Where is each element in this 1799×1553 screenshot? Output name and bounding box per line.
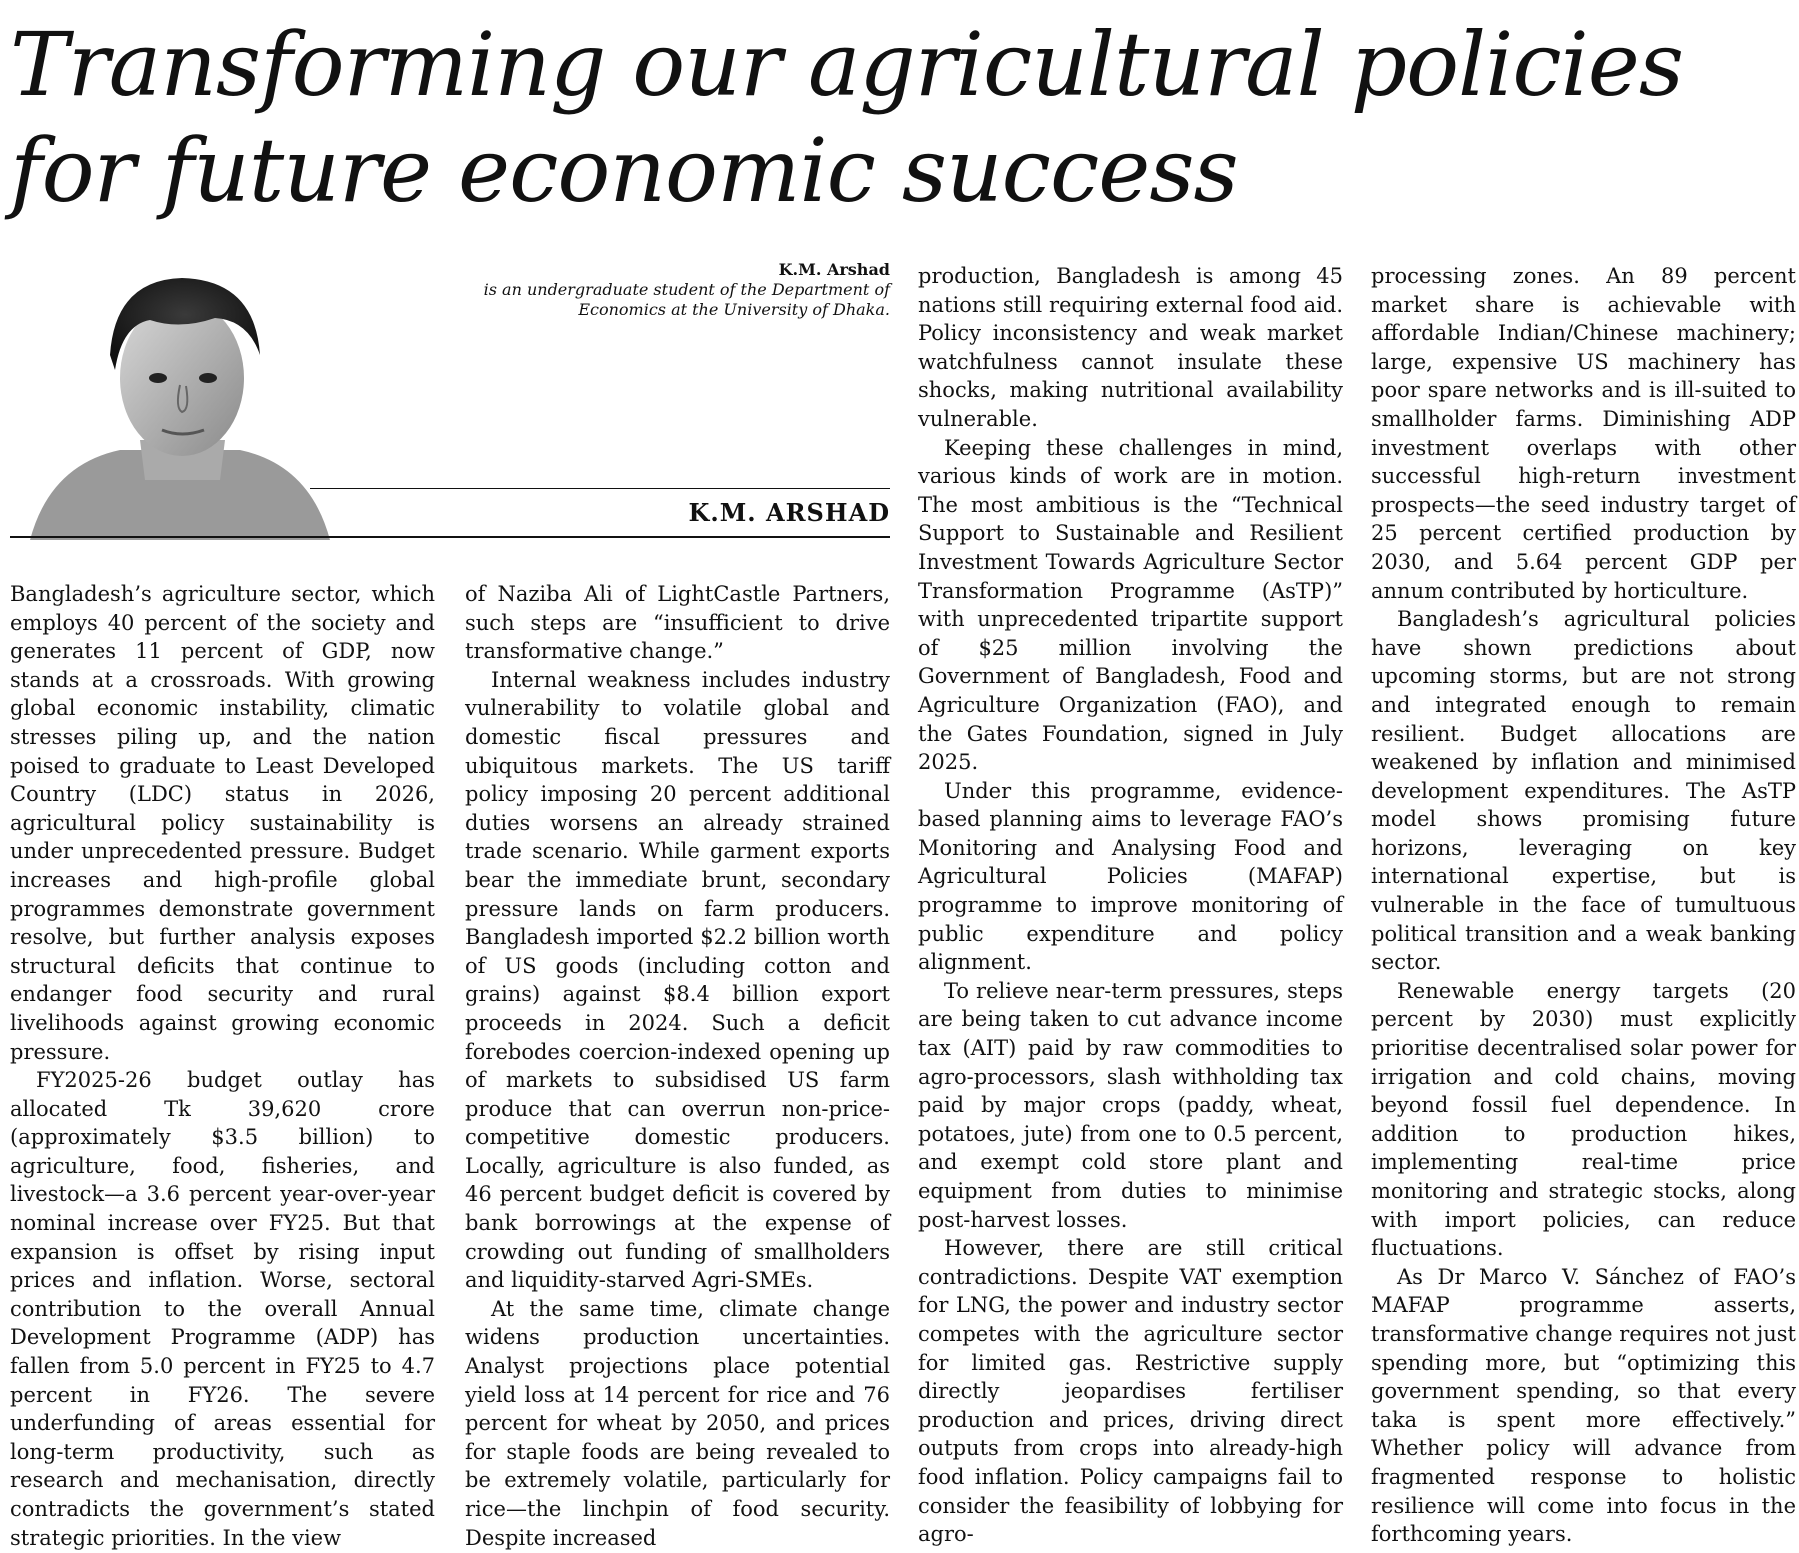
article-column-4 <box>1371 262 1796 1549</box>
headline: Transforming our agricultural policies for future economic success <box>10 13 1684 222</box>
author-photo <box>10 260 350 540</box>
divider <box>310 488 890 489</box>
author-portrait-image <box>10 260 350 540</box>
paragraph: However, there are still critical contradictions. Despite VAT exemption for LNG, the power and industry sector competes with the agriculture sector for limited gas. Restrictive supply directly jeopardises fertiliser production and prices, driving direct outputs from crops into already-high food inflation. Policy campaigns fail to consider the feasibility of lobbying for agro- <box>918 1236 1343 1547</box>
byline: K.M. ARSHAD <box>688 498 890 527</box>
article-column-2 <box>465 580 890 1552</box>
paragraph: To relieve near-term pressures, steps are being taken to cut advance income tax (AIT) paid by raw commodities to agro-processors, slash withholding tax paid by major crops (paddy, wheat, potatoes, jute) from one to 0.5 percent, and exempt cold store plant and equipment from duties to minimise post-harvest losses. <box>918 978 1343 1232</box>
divider <box>10 536 890 538</box>
author-bio <box>410 260 890 320</box>
paragraph: Bangladesh’s agriculture sector, which employs 40 percent of the society and generates 11 percent of GDP, now stands at a crossroads. With growing global economic instability, climatic stresses piling up, and the nation poised to graduate to Least Developed Country (LDC) status in 2026, agricultural policy sustainability is under unprecedented pressure. Budget increases and high-profile global programmes demonstrate government resolve, but further analysis exposes structural deficits that continue to endanger food security and rural livelihoods against growing economic pressure. <box>10 582 435 1064</box>
article-column-1 <box>10 580 435 1552</box>
paragraph: Keeping these challenges in mind, various kinds of work are in motion. The most ambitious is the “Technical Support to Sustainable and Resilient Investment Towards Agriculture Sector Transformation Programme (AsTP)” with unprecedented tripartite support of $25 million involving the Government of Bangladesh, Food and Agriculture Organization (FAO), and the Gates Foundation, signed in July 2025. <box>918 435 1343 775</box>
paragraph: FY2025-26 budget outlay has allocated Tk 39,620 crore (approximately $3.5 billion) to agriculture, food, fisheries, and livestock—a 3.6 percent year-over-year nominal increase over FY25. But that expansion is offset by rising input prices and inflation. Worse, sectoral contribution to the overall Annual Development Programme (ADP) has fallen from 5.0 percent in FY25 to 4.7 percent in FY26. The severe underfunding of areas essential for long-term productivity, such as research and mechanisation, directly contradicts the government’s stated strategic priorities. In the view <box>10 1068 435 1550</box>
paragraph: At the same time, climate change widens production uncertainties. Analyst projections place potential yield loss at 14 percent for rice and 76 percent for wheat by 2050, and prices for staple foods are being revealed to be extremely volatile, particularly for rice—the linchpin of food security. Despite increased <box>465 1296 890 1550</box>
paragraph: production, Bangladesh is among 45 nations still requiring external food aid. Policy inconsistency and weak market watchfulness cannot insulate these shocks, making nutritional availability vulnerable. <box>918 264 1343 431</box>
paragraph: processing zones. An 89 percent market share is achievable with affordable Indian/Chinese machinery; large, expensive US machinery has poor spare networks and is ill-suited to smallholder farms. Diminishing ADP investment overlaps with other successful high-return investment prospects—the seed industry target of 25 percent certified production by 2030, and 5.64 percent GDP per annum contributed by horticulture. <box>1371 264 1796 603</box>
article-column-3 <box>918 262 1343 1549</box>
paragraph: Bangladesh’s agricultural policies have shown predictions about upcoming storms, but are not strong and integrated enough to remain resilient. Budget allocations are weakened by inflation and minimised development expenditures. The AsTP model shows promising future horizons, leveraging on key international expertise, but is vulnerable in the face of tumultuous political transition and a weak banking sector. <box>1371 607 1796 975</box>
paragraph: Renewable energy targets (20 percent by 2030) must explicitly prioritise decentralised solar power for irrigation and cold chains, moving beyond fossil fuel dependence. In addition to production hikes, implementing real-time price monitoring and strategic stocks, along with import policies, can reduce fluctuations. <box>1371 978 1796 1261</box>
author-name: K.M. Arshad <box>778 260 890 279</box>
paragraph: of Naziba Ali of LightCastle Partners, such steps are “insufficient to drive transformative change.” <box>465 582 890 664</box>
author-block <box>10 260 890 540</box>
author-bio-text: is an undergraduate student of the Department of Economics at the University of Dhaka. <box>483 280 890 319</box>
paragraph: Internal weakness includes industry vulnerability to volatile global and domestic fiscal pressures and ubiquitous markets. The US tariff policy imposing 20 percent additional duties worsens an already strained trade scenario. While garment exports bear the immediate brunt, secondary pressure lands on farm producers. Bangladesh imported $2.2 billion worth of US goods (including cotton and grains) against $8.4 billion export proceeds in 2024. Such a deficit forebodes coercion-indexed opening up of markets to subsidised US farm produce that can overrun non-price-competitive domestic producers. Locally, agriculture is also funded, as 46 percent budget deficit is covered by bank borrowings at the expense of crowding out funding of smallholders and liquidity-starved Agri-SMEs. <box>465 667 890 1293</box>
paragraph: As Dr Marco V. Sánchez of FAO’s MAFAP programme asserts, transformative change requires not just spending more, but “optimizing this government spending, so that every taka is spent more effectively.” Whether policy will advance from fragmented response to holistic resilience will come into focus in the forthcoming years. <box>1371 1264 1796 1547</box>
paragraph: Under this programme, evidence-based planning aims to leverage FAO’s Monitoring and Analysing Food and Agricultural Policies (MAFAP) programme to improve monitoring of public expenditure and policy alignment. <box>918 778 1343 975</box>
